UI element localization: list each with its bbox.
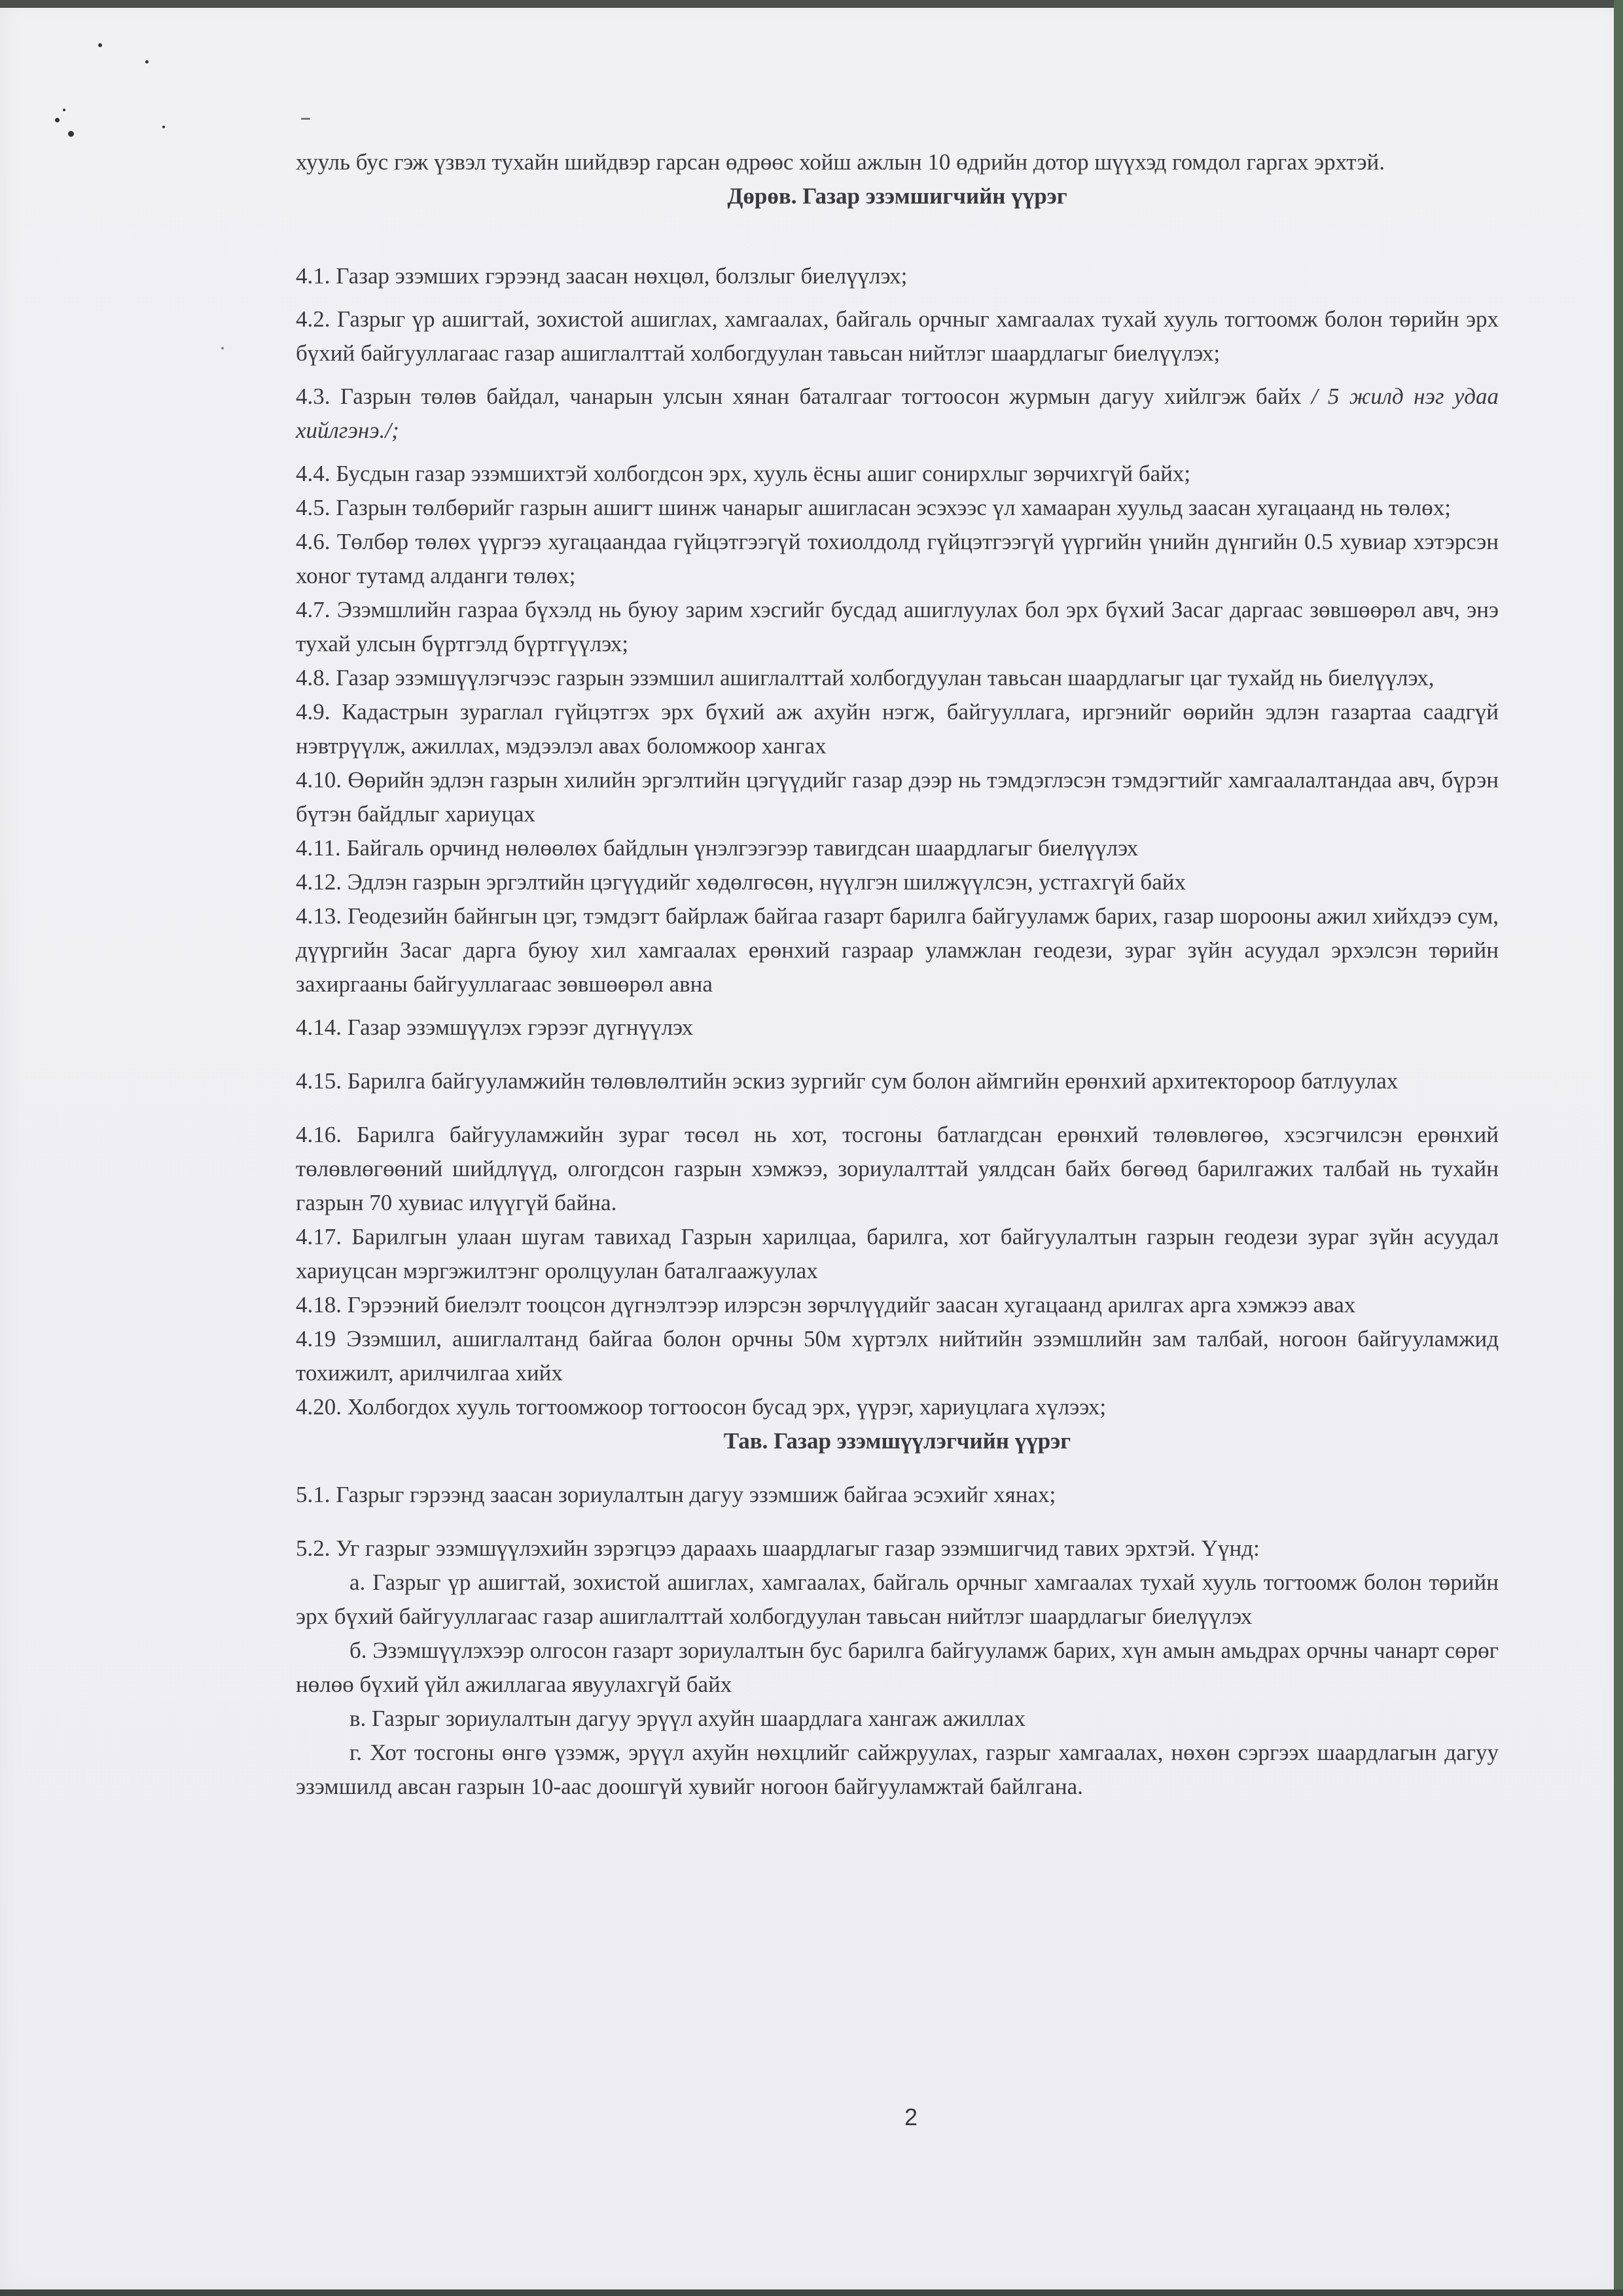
page-number: 2 — [904, 2104, 918, 2130]
item-4-1: 4.1. Газар эзэмших гэрээнд заасан нөхцөл, болзлыг биелүүлэх; — [296, 263, 908, 289]
item-4-18: 4.18. Гэрээний биелэлт тооцсон дүгнэлтээр илэрсэн зөрчлүүдийг заасан хугацаанд арилгах арга хэмжээ авах — [296, 1292, 1356, 1318]
item-4-14: 4.14. Газар эзэмшүүлэх гэрээг дүгнүүлэх — [296, 1014, 694, 1040]
item-4-4: 4.4. Бусдын газар эзэмшихтэй холбогдсон эрх, хууль ёсны ашиг сонирхлыг зөрчихгүй байх; — [296, 461, 1191, 486]
item-5-2-d: г. Хот тосгоны өнгө үзэмж, эрүүл ахуйн нөхцлийг сайжруулах, газрыг хамгаалах, нөхөн сэргээх шаардлагын дагуу эзэмшилд авсан газрын 10-аас доошгүй хувийг ногоон байгууламжтай байлгана. — [296, 1740, 1499, 1799]
item-4-3 — [296, 380, 1499, 448]
scan-speck — [301, 118, 310, 120]
scan-speck — [63, 109, 65, 111]
item-5-1: 5.1. Газрыг гэрээнд заасан зориулалтын дагуу эзэмшиж байгаа эсэхийг хянах; — [296, 1482, 1056, 1507]
item-5-2-c: в. Газрыг зориулалтын дагуу эрүүл ахуйн шаардлага хангаж ажиллах — [349, 1706, 1026, 1731]
scan-speck — [98, 43, 102, 47]
item-4-12: 4.12. Эдлэн газрын эргэлтийн цэгүүдийг хөдөлгөсөн, нүүлгэн шилжүүлсэн, устгахгүй байх — [296, 869, 1186, 895]
scan-speck — [145, 60, 149, 63]
item-4-17: 4.17. Барилгын улаан шугам тавихад Газрын харилцаа, барилга, хот байгуулалтын газрын геодези зураг зүйн асуудал хариуцсан мэргэжилтэнг оролцуулан баталгаажуулах — [296, 1224, 1499, 1283]
item-4-20: 4.20. Холбогдох хууль тогтоомжоор тогтоосон бусад эрх, үүрэг, хариуцлага хүлээх; — [296, 1394, 1107, 1420]
scan-speck — [55, 118, 60, 122]
scan-speck — [162, 126, 165, 128]
item-4-16: 4.16. Барилга байгууламжийн зураг төсөл нь хот, тосгоны батлагдсан ерөнхий төлөвлөгөө, хэсэгчилсэн ерөнхий төлөвлөгөөний шийдлүүд, олгогдсон газрын хэмжээ, зориулалттай уялдсан байх бөгөөд барилгажих талбай нь тухайн газрын 70 хувиас илүүгүй байна. — [296, 1122, 1499, 1215]
item-4-19: 4.19 Эзэмшил, ашиглалтанд байгаа болон орчны 50м хүртэлх нийтийн эзэмшлийн зам талбай, ногоон байгууламжид тохижилт, арилчилгаа хийх — [296, 1326, 1499, 1386]
scan-right-edge — [1614, 0, 1623, 2296]
document-body — [296, 145, 1499, 1804]
scan-speck — [221, 347, 224, 350]
item-4-9: 4.9. Кадастрын зураглал гүйцэтгэх эрх бүхий аж ахуйн нэгж, байгууллага, иргэнийг өөрийн эдлэн газартаа саадгүй нэвтрүүлж, ажиллах, мэдээлэл авах боломжоор хангах — [296, 699, 1499, 759]
item-4-10: 4.10. Өөрийн эдлэн газрын хилийн эргэлтийн цэгүүдийг газар дээр нь тэмдэглэсэн тэмдэгтийг хамгаалалтандаа авч, бүрэн бүтэн байдлыг хариуцах — [296, 767, 1499, 827]
scan-bottom-edge — [0, 2289, 1623, 2296]
scan-speck — [68, 131, 74, 137]
item-5-2: 5.2. Уг газрыг эзэмшүүлэхийн зэрэгцээ дараахь шаардлагыг газар эзэмшигчид тавих эрхтэй. Үүнд: — [296, 1535, 1260, 1561]
item-4-3-text: 4.3. Газрын төлөв байдал, чанарын улсын хянан баталгааг тогтоосон журмын дагуу хийлгэж байх — [296, 384, 1302, 409]
section4-title: Дөрөв. Газар эзэмшигчийн үүрэг — [727, 183, 1067, 209]
item-4-5: 4.5. Газрын төлбөрийг газрын ашигт шинж чанарыг ашигласан эсэхээс үл хамааран хуульд заасан хугацаанд нь төлөх; — [296, 495, 1451, 520]
item-4-7: 4.7. Эзэмшлийн газраа бүхэлд нь буюу зарим хэсгийг бусдад ашиглуулах бол эрх бүхий Засаг даргаас зөвшөөрөл авч, энэ тухай улсын бүртгэлд бүртгүүлэх; — [296, 597, 1499, 656]
intro-continuation: хууль бус гэж үзвэл тухайн шийдвэр гарсан өдрөөс хойш ажлын 10 өдрийн дотор шүүхэд гомдол гаргах эрхтэй. — [296, 149, 1385, 175]
item-5-2-a: а. Газрыг үр ашигтай, зохистой ашиглах, хамгаалах, байгаль орчныг хамгаалах тухай хууль тогтоомж болон төрийн эрх бүхий байгууллагаас газар ашиглалттай холбогдуулан тавьсан нийтлэг шаардлагыг биелүүлэх — [296, 1570, 1499, 1629]
scan-top-edge — [0, 0, 1623, 8]
item-4-15: 4.15. Барилга байгууламжийн төлөвлөлтийн эскиз зургийг сум болон аймгийн ерөнхий архитектороор батлуулах — [296, 1068, 1399, 1094]
item-4-8: 4.8. Газар эзэмшүүлэгчээс газрын эзэмшил ашиглалттай холбогдуулан тавьсан шаардлагыг цаг тухайд нь биелүүлэх, — [296, 665, 1435, 691]
item-5-2-b: б. Эзэмшүүлэхээр олгосон газарт зориулалтын бус барилга байгууламж барих, хүн амын амьдрах орчны чанарт сөрөг нөлөө бүхий үйл ажиллагаа явуулахгүй байх — [296, 1638, 1499, 1697]
section5-title: Тав. Газар эзэмшүүлэгчийн үүрэг — [723, 1428, 1071, 1454]
item-4-13: 4.13. Геодезийн байнгын цэг, тэмдэгт байрлаж байгаа газарт барилга байгууламж барих, газар шорооны ажил хийхдээ сум, дүүргийн Засаг дарга буюу хил хамгаалах ерөнхий газраар уламжлан геодези, зураг зүйн асуудал эрхэлсэн төрийн захиргааны байгууллагаас зөвшөөрөл авна — [296, 903, 1499, 997]
item-4-6: 4.6. Төлбөр төлөх үүргээ хугацаандаа гүйцэтгээгүй тохиолдолд гүйцэтгээгүй үүргийн үнийн дүнгийн 0.5 хувиар хэтэрсэн хоног тутамд алданги төлөх; — [296, 529, 1499, 588]
item-4-11: 4.11. Байгаль орчинд нөлөөлөх байдлын үнэлгээгээр тавигдсан шаардлагыг биелүүлэх — [296, 835, 1139, 861]
item-4-3-handwritten-note: / 5 жилд нэг удаа хийлгэнэ./; — [296, 384, 1499, 443]
item-4-2: 4.2. Газрыг үр ашигтай, зохистой ашиглах, хамгаалах, байгаль орчныг хамгаалах тухай хууль тогтоомж болон төрийн эрх бүхий байгууллагаас газар ашиглалттай холбогдуулан тавьсан нийтлэг шаардлагыг биелүүлэх; — [296, 306, 1499, 366]
